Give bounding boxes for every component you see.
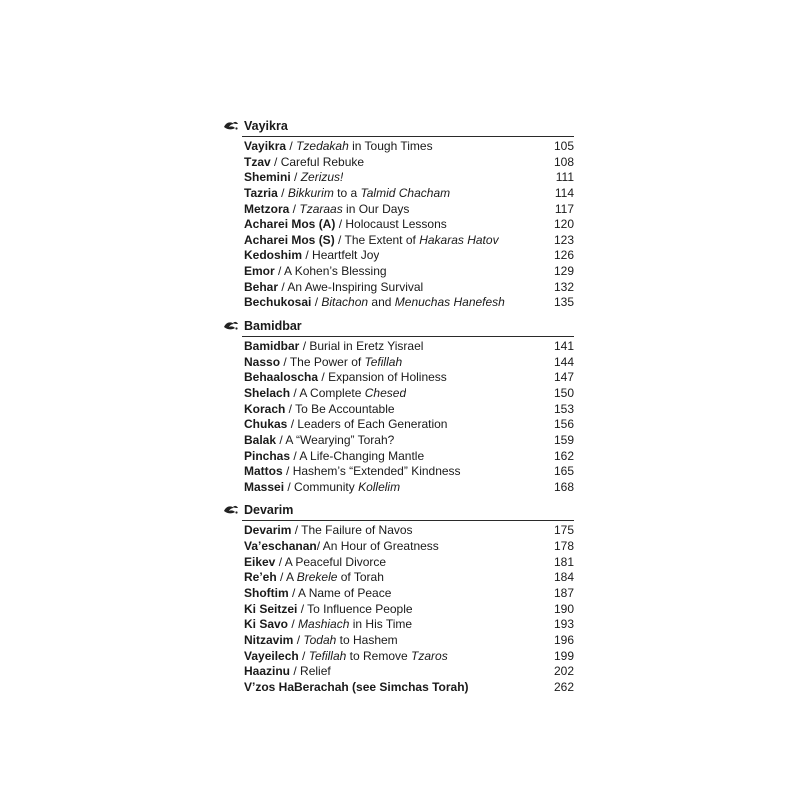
entry-title: A “Wearying” Torah? [285, 432, 395, 447]
entry-title: An Hour of Greatness [322, 539, 439, 554]
parsha-name: Mattos [244, 464, 283, 479]
separator: / [276, 570, 287, 585]
separator: / [270, 154, 281, 169]
toc-entry [244, 202, 574, 218]
separator: / [298, 648, 309, 663]
separator: / [278, 279, 288, 294]
separator: / [275, 554, 285, 569]
toc-entry [244, 664, 574, 680]
page-number: 168 [553, 479, 574, 494]
parsha-name: Korach [244, 401, 286, 416]
separator: / [291, 523, 302, 538]
parsha-name: Balak [244, 432, 277, 447]
page-number: 129 [553, 264, 574, 279]
parsha-name: Va’eschanan [244, 539, 317, 554]
parsha-name: Pinchas [244, 448, 291, 463]
toc-entry [244, 402, 574, 418]
page-number: 132 [553, 279, 574, 294]
page-number: 120 [553, 217, 574, 232]
page-number: 141 [553, 339, 574, 354]
toc-entry [244, 295, 574, 311]
entry-title: Tefillah to Remove Tzaros [308, 648, 448, 663]
toc-entry [244, 539, 574, 555]
toc-entry [244, 217, 574, 233]
page-number: 159 [553, 432, 574, 447]
page-number: 199 [553, 648, 574, 663]
separator: / [288, 617, 299, 632]
toc-entry [244, 464, 574, 480]
entry-title: Mashiach in His Time [298, 617, 413, 632]
parsha-name: Metzora [244, 201, 290, 216]
parsha-name: Behaaloscha [244, 370, 319, 385]
toc-entry [244, 155, 574, 171]
entry-title: Holocaust Lessons [345, 217, 447, 232]
page-number: 190 [553, 601, 574, 616]
separator: / [299, 339, 310, 354]
entry-title: To Influence People [307, 601, 413, 616]
section-heading [222, 317, 574, 334]
parsha-name: Acharei Mos (S) [244, 232, 335, 247]
entry-title: Relief [300, 664, 331, 679]
page-number: 178 [553, 539, 574, 554]
entry-title: Zerizus! [300, 170, 344, 185]
entry-title: The Failure of Navos [301, 523, 413, 538]
toc-entry [244, 386, 574, 402]
separator: / [290, 170, 301, 185]
entry-title: Careful Rebuke [280, 154, 365, 169]
parsha-name: Tazria [244, 185, 278, 200]
separator: / [276, 432, 286, 447]
parsha-name: Chukas [244, 417, 288, 432]
section-title: Vayikra [244, 118, 288, 133]
parsha-name: Vayeilech [244, 648, 299, 663]
entry-title: Heartfelt Joy [312, 248, 380, 263]
separator: / [285, 401, 296, 416]
entry-title: A Life-Changing Mantle [299, 448, 425, 463]
leaf-ornament-icon [222, 319, 239, 333]
parsha-name: Vayikra [244, 139, 287, 153]
toc-entry [244, 602, 574, 618]
page-number: 117 [554, 201, 574, 216]
page-number: 123 [553, 232, 574, 247]
separator: / [277, 185, 288, 200]
parsha-name: V’zos HaBerachah (see Simchas Torah) [244, 679, 469, 694]
parsha-name: Bechukosai [244, 295, 312, 310]
page-number: 262 [553, 679, 574, 694]
toc-section [222, 501, 574, 695]
page-number: 202 [553, 664, 574, 679]
page-number: 165 [553, 464, 574, 479]
page-number: 156 [553, 417, 574, 432]
parsha-name: Shoftim [244, 586, 289, 601]
section-heading [222, 117, 574, 134]
entry-title: To Be Accountable [295, 401, 395, 416]
parsha-name: Re’eh [244, 570, 277, 585]
page-number: 147 [553, 370, 574, 385]
leaf-ornament-icon [222, 503, 239, 517]
page-number: 105 [553, 139, 574, 153]
page-number: 181 [553, 554, 574, 569]
separator: / [334, 232, 345, 247]
page-number: 135 [553, 295, 574, 310]
separator: / [288, 586, 299, 601]
entry-list [244, 139, 574, 311]
separator: / [302, 248, 313, 263]
toc-entry [244, 264, 574, 280]
entry-title: Todah to Hashem [303, 632, 398, 647]
page-number: 144 [553, 354, 574, 369]
parsha-name: Eikev [244, 554, 276, 569]
toc-entry [244, 523, 574, 539]
entry-title: A Peaceful Divorce [284, 554, 387, 569]
section-heading [222, 501, 574, 518]
parsha-name: Acharei Mos (A) [244, 217, 336, 232]
toc-section [222, 117, 574, 311]
entry-title: Community Kollelim [294, 479, 401, 494]
page-number: 175 [553, 523, 574, 538]
page-number: 162 [553, 448, 574, 463]
separator: / [280, 354, 290, 369]
entry-list [244, 339, 574, 495]
parsha-name: Kedoshim [244, 248, 303, 263]
entry-title: Tzaraas in Our Days [299, 201, 410, 216]
separator: / [293, 632, 304, 647]
separator: / [290, 385, 300, 400]
page-number: 153 [553, 401, 574, 416]
section-title: Bamidbar [244, 318, 302, 333]
separator: / [287, 417, 298, 432]
separator: / [286, 139, 297, 153]
parsha-name: Tzav [244, 154, 271, 169]
parsha-name: Devarim [244, 523, 292, 538]
toc-entry [244, 233, 574, 249]
page-number: 111 [555, 170, 574, 185]
page-number: 150 [553, 385, 574, 400]
toc-entry [244, 186, 574, 202]
separator: / [316, 539, 323, 554]
parsha-name: Behar [244, 279, 279, 294]
separator: / [335, 217, 346, 232]
section-divider [242, 336, 574, 337]
entry-list [244, 523, 574, 695]
separator: / [290, 448, 300, 463]
toc-entry [244, 170, 574, 186]
separator: / [284, 479, 295, 494]
toc-entry [244, 248, 574, 264]
entry-title: A Brekele of Torah [286, 570, 384, 585]
entry-title: A Complete Chesed [299, 385, 407, 400]
toc-entry [244, 433, 574, 449]
entry-title: Burial in Eretz Yisrael [309, 339, 424, 354]
page-number: 187 [553, 586, 574, 601]
parsha-name: Shemini [244, 170, 291, 185]
toc-entry [244, 555, 574, 571]
toc-entry [244, 586, 574, 602]
entry-title: Bikkurim to a Talmid Chacham [287, 185, 451, 200]
entry-title: A Name of Peace [298, 586, 392, 601]
page-number: 196 [553, 632, 574, 647]
toc-entry [244, 633, 574, 649]
section-divider [242, 520, 574, 521]
separator: / [274, 264, 285, 279]
section-divider [242, 136, 574, 137]
separator: / [311, 295, 322, 310]
entry-title: The Power of Tefillah [289, 354, 403, 369]
parsha-name: Shelach [244, 385, 291, 400]
entry-title: Tzedakah in Tough Times [296, 139, 433, 153]
entry-title: Leaders of Each Generation [297, 417, 448, 432]
toc-entry [244, 139, 574, 155]
separator: / [318, 370, 329, 385]
toc-entry [244, 417, 574, 433]
page-number: 184 [553, 570, 574, 585]
toc-section [222, 317, 574, 495]
parsha-name: Haazinu [244, 664, 291, 679]
toc-entry [244, 680, 574, 696]
toc-entry [244, 280, 574, 296]
toc-entry [244, 570, 574, 586]
table-of-contents [222, 117, 574, 699]
page-number: 108 [553, 154, 574, 169]
parsha-name: Bamidbar [244, 339, 300, 354]
toc-entry [244, 617, 574, 633]
entry-title: Expansion of Holiness [328, 370, 447, 385]
parsha-name: Nitzavim [244, 632, 294, 647]
entry-title: Bitachon and Menuchas Hanefesh [321, 295, 505, 310]
entry-title: A Kohen’s Blessing [284, 264, 387, 279]
toc-entry [244, 370, 574, 386]
toc-entry [244, 355, 574, 371]
separator: / [289, 201, 300, 216]
leaf-ornament-icon [222, 119, 239, 133]
parsha-name: Nasso [244, 354, 281, 369]
toc-entry [244, 480, 574, 496]
parsha-name: Ki Seitzei [244, 601, 298, 616]
toc-entry [244, 339, 574, 355]
toc-entry [244, 449, 574, 465]
toc-entry [244, 649, 574, 665]
parsha-name: Emor [244, 264, 275, 279]
parsha-name: Massei [244, 479, 285, 494]
parsha-name: Ki Savo [244, 617, 289, 632]
page-number: 193 [553, 617, 574, 632]
separator: / [290, 664, 301, 679]
section-title: Devarim [244, 502, 294, 517]
entry-title: The Extent of Hakaras Hatov [344, 232, 499, 247]
page-number: 126 [553, 248, 574, 263]
separator: / [297, 601, 308, 616]
page-number: 114 [554, 185, 574, 200]
entry-title: An Awe-Inspiring Survival [287, 279, 424, 294]
entry-title: Hashem’s “Extended” Kindness [292, 464, 461, 479]
separator: / [282, 464, 293, 479]
